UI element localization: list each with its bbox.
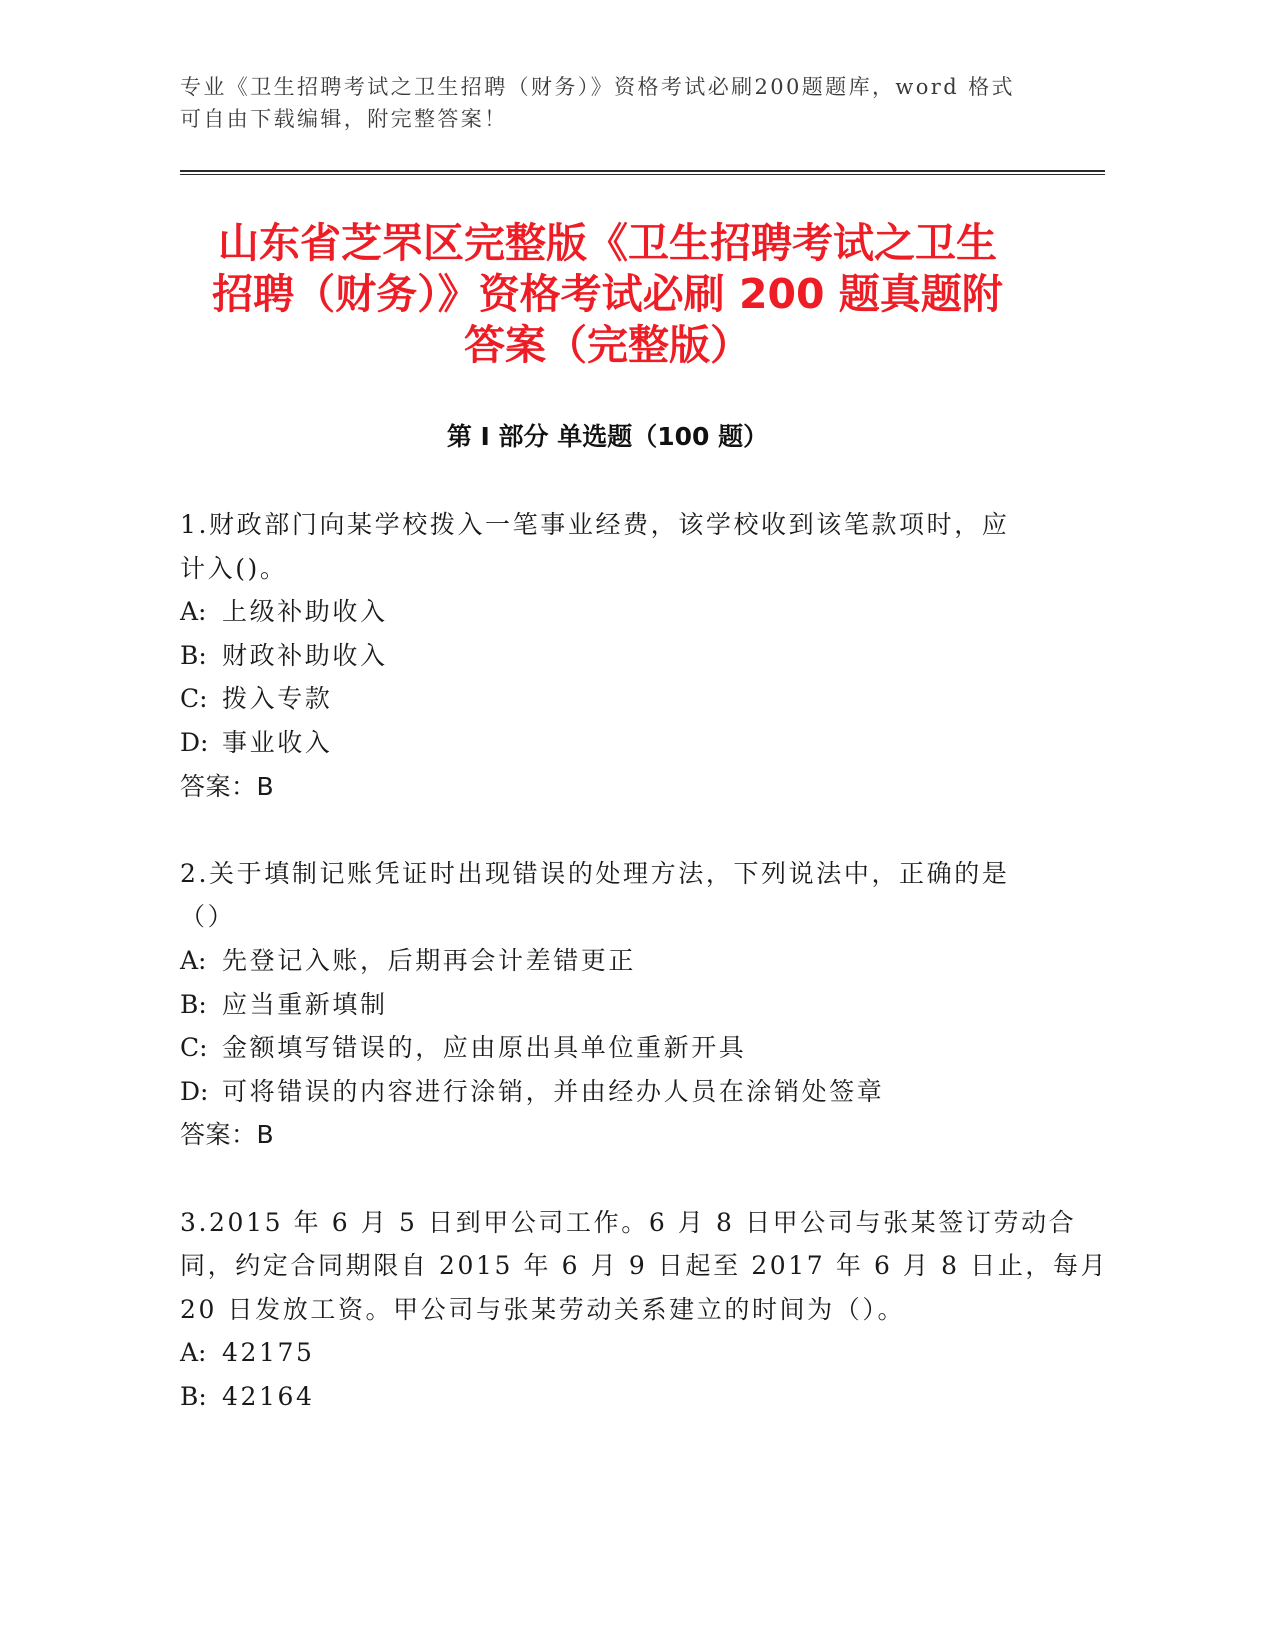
option-b	[180, 634, 1080, 678]
option-label: C:	[180, 1033, 208, 1063]
doc-title	[180, 218, 1035, 371]
option-label: A:	[180, 945, 207, 975]
answer-value: B	[256, 1120, 275, 1150]
header-note-line: 可自由下载编辑，附完整答案！	[180, 107, 508, 131]
answer-value: B	[256, 771, 275, 801]
option-text: 财政补助收入	[222, 640, 388, 670]
option-a	[180, 1331, 1080, 1375]
option-label: C:	[180, 684, 208, 714]
section-heading: 第 I 部分 单选题（100 题）	[446, 422, 769, 451]
doc-title-line: 招聘（财务）》资格考试必刷 200 题真题附	[212, 270, 1003, 318]
answer-label: 答案：	[180, 1120, 257, 1150]
option-text: 事业收入	[222, 727, 333, 757]
option-text: 金额填写错误的，应由原出具单位重新开具	[222, 1033, 747, 1063]
doc-title-line: 山东省芝罘区完整版《卫生招聘考试之卫生	[218, 219, 997, 267]
option-label: B:	[180, 1381, 207, 1411]
option-label: A:	[180, 597, 207, 627]
question-stem-line: 3.2015 年 6 月 5 日到甲公司工作。6 月 8 日甲公司与张某签订劳动合	[180, 1207, 1077, 1237]
option-text: 42175	[222, 1338, 315, 1368]
answer-label: 答案：	[180, 771, 257, 801]
option-text: 42164	[222, 1381, 315, 1411]
option-a	[180, 939, 1080, 983]
doc-title-line: 答案（完整版）	[464, 321, 751, 369]
option-d	[180, 721, 1080, 765]
option-label: B:	[180, 989, 207, 1019]
question-stem-line: 2.关于填制记账凭证时出现错误的处理方法，下列说法中，正确的是	[180, 858, 1010, 888]
answer-line	[180, 765, 1080, 809]
option-b	[180, 1375, 1080, 1419]
option-c	[180, 1026, 1080, 1070]
header-note	[180, 71, 1080, 135]
header-note-line: 专业《卫生招聘考试之卫生招聘（财务）》资格考试必刷200题题库，word 格式	[180, 75, 1015, 99]
question-1	[180, 503, 1080, 808]
option-text: 先登记入账，后期再会计差错更正	[222, 945, 637, 975]
option-label: D:	[180, 727, 209, 757]
option-text: 上级补助收入	[222, 597, 388, 627]
option-d	[180, 1070, 1080, 1114]
question-stem-line: 1.财政部门向某学校拨入一笔事业经费，该学校收到该笔款项时，应	[180, 510, 1010, 539]
header-rule	[180, 170, 1105, 175]
question-3	[180, 1201, 1109, 1419]
option-label: B:	[180, 640, 207, 670]
question-stem-line: 同，约定合同期限自 2015 年 6 月 9 日起至 2017 年 6 月 8 日止，每月	[180, 1251, 1109, 1281]
option-text: 拨入专款	[222, 684, 333, 714]
option-a	[180, 590, 1080, 634]
option-b	[180, 983, 1080, 1027]
question-list	[180, 503, 1109, 1462]
option-label: A:	[180, 1338, 207, 1368]
option-label: D:	[180, 1076, 209, 1106]
question-2	[180, 852, 1080, 1157]
question-stem-line: 计入()。	[180, 553, 288, 583]
question-stem-line: （）	[180, 902, 236, 932]
option-text: 可将错误的内容进行涂销，并由经办人员在涂销处签章	[222, 1076, 885, 1106]
answer-line	[180, 1113, 1080, 1157]
option-text: 应当重新填制	[222, 989, 388, 1019]
question-stem-line: 20 日发放工资。甲公司与张某劳动关系建立的时间为（）。	[180, 1294, 906, 1324]
option-c	[180, 677, 1080, 721]
